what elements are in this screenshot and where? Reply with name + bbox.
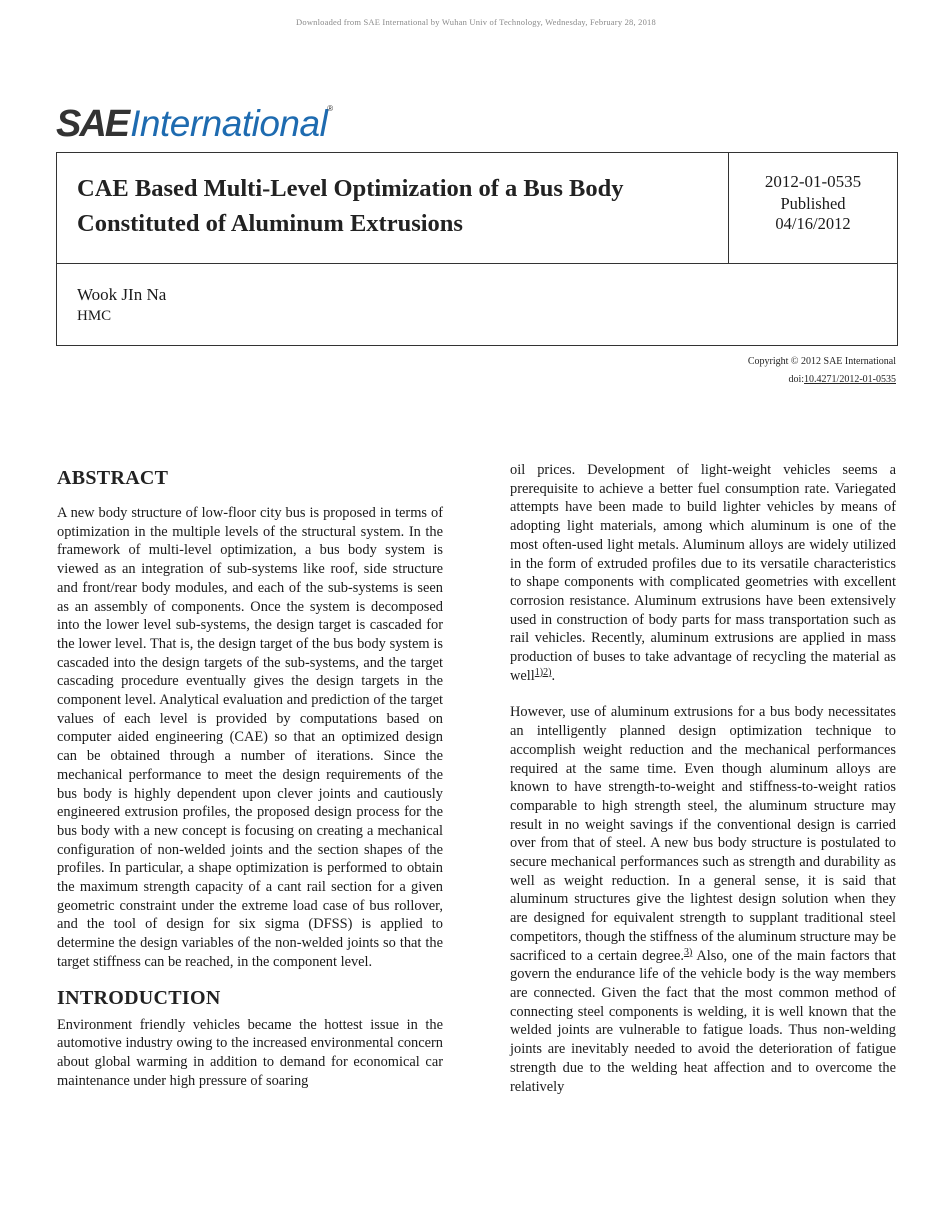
author-affiliation: HMC (77, 308, 112, 324)
logo-international-text: International (130, 103, 328, 144)
introduction-paragraph-1-start: Environment friendly vehicles became the hottest issue in the automotive industry owing to the increased environmental concern about global warming in addition to demand for economical car maintenance under high pressure of soaring (57, 1016, 443, 1089)
paragraph-2-text-b: Also, one of the main factors that govern the endurance life of the vehicle body is the way members are connected. Given the fact that the most common method of connecting steel components is welding, it is well known that the welded joints are vulnerable to fatigue loads. Thus non-welding joints are inevitably needed to avoid the deterioration of fatigue strength due to the welding heat affection and to overcome the relatively (510, 947, 896, 1095)
paper-number: 2012-01-0535 (764, 172, 862, 191)
author-name: Wook JIn Na (77, 285, 167, 304)
introduction-heading: INTRODUCTION (57, 986, 221, 1009)
paper-meta-cell (729, 153, 897, 264)
logo-sae-text: SAE (56, 103, 129, 145)
copyright-block (748, 353, 896, 389)
citation-3[interactable]: 3) (683, 946, 693, 958)
paragraph-2-text-a: However, use of aluminum extrusions for a bus body necessitates an intelligently planned design optimization technique to accomplish weight reduction and the mechanical performances required at the same time. Even though aluminum alloys are known to have strength-to-weight and stiffness-to-weight ratios comparable to high strength steel, the aluminum structure may result in no weight savings if the conventional design is carried over from that of steel. A new bus body structure is postulated to secure mechanical performances such as strength and durability as well as weight reduction. In a general sense, it is said that aluminum structures give the lightest design solution when they are designed for equivalent strength to supplant traditional steel competitors, though the stiffness of the aluminum structure may be sacrificed to a certain degree. (510, 704, 896, 964)
right-column (510, 461, 896, 1096)
abstract-heading: ABSTRACT (57, 467, 169, 489)
citation-1-2[interactable]: 1)2) (534, 666, 552, 678)
paper-header-box (56, 152, 898, 346)
published-date: 04/16/2012 (775, 214, 851, 233)
introduction-paragraph-1-end (510, 461, 896, 685)
author-cell (77, 284, 166, 326)
title-cell (57, 153, 729, 264)
paragraph-1-text: oil prices. Development of light-weight vehicles seems a prerequisite to achieve a better fuel consumption rate. Variegated attempts have been made to build lighter vehicles by means of adopting light materials, among which aluminum is one of the most often-used light metals. Aluminum alloys are widely utilized in the form of extruded profiles due to its versatile characteristics to shape components with complicated geometries with excellent corrosion resistance. Aluminum extrusions have been extensively used in construction of body parts for mass transportation such as rail vehicles. Recently, aluminum extrusions are applied in mass production of buses to take advantage of recycling the material as well (510, 462, 896, 684)
download-note: Downloaded from SAE International by Wuhan Univ of Technology, Wednesday, February 28, 2018 (296, 17, 656, 27)
paper-title: CAE Based Multi-Level Optimization of a Bus Body Constituted of Aluminum Extrusions (77, 175, 624, 237)
doi-prefix: doi: (788, 374, 805, 385)
published-label: Published (780, 194, 846, 213)
registered-mark: ® (327, 104, 334, 113)
left-column (57, 462, 443, 1090)
sae-international-logo (56, 100, 333, 144)
paragraph-1-period: . (551, 667, 556, 684)
copyright-text: Copyright © 2012 SAE International (747, 356, 896, 367)
abstract-text: A new body structure of low-floor city bus is proposed in terms of optimization in the multiple levels of the structural system. In the framework of multi-level optimization, a bus body system is viewed as an integration of sub-systems like roof, side structure and front/rear body modules, and each of the sub-systems is seen as an assembly of components. Once the system is decomposed into the lower level sub-systems, the design target is cascaded for the lower level. That is, the design target of the bus body system is cascaded into the design targets of the sub-systems, and the target cascading procedure eventually gives the design targets in the component level. Analytical evaluation and prediction of the target values of each level is provided by computations based on computer aided engineering (CAE) so that an optimized design can be obtained through a number of iterations. Since the mechanical performance to meet the design requirements of the bus body is highly dependent upon clever joints and cautiously engineered extrusion profiles, the proposed design process for the bus body with a new concept is focusing on creating a mechanical configuration of non-welded joints and the section shapes of the profiles. In particular, a shape optimization is performed to obtain the maximum strength capacity of a cant rail section for a given geometric constraint under the extreme load case of bus rollover, and the tool of design for six sigma (DFSS) is applied to determine the design variables of the non-welded joints so that the target stiffness can be reached, in the component level. (57, 505, 443, 970)
doi-line (748, 371, 896, 389)
doi-link[interactable]: 10.4271/2012-01-0535 (804, 374, 896, 385)
introduction-paragraph-2 (510, 703, 896, 1096)
paragraph-gap (510, 685, 896, 703)
